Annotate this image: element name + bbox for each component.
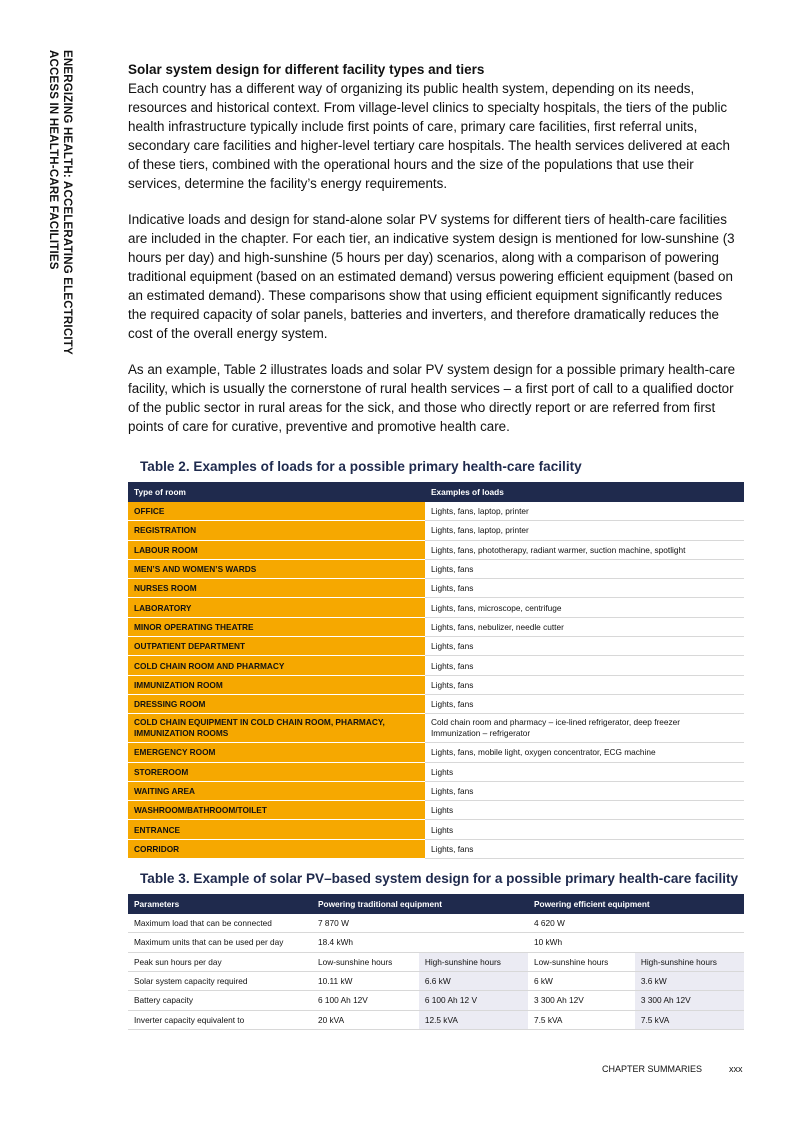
value-cell: 7.5 kVA [635,1010,744,1029]
loads-text: Lights, fans [431,641,474,652]
loads-text: Lights, fans, mobile light, oxygen concentrator, ECG machine [431,747,656,758]
loads-text: Lights, fans [431,786,474,796]
room-type-cell: COLD CHAIN EQUIPMENT IN COLD CHAIN ROOM, PHARMACY, IMMUNIZATION ROOMS [128,714,425,743]
value-cell: 3 300 Ah 12V [528,991,635,1010]
loads-cell [425,839,744,858]
loads-cell [425,656,744,675]
table-row [128,521,744,540]
loads-cell [425,801,744,820]
table-row [128,801,744,820]
value-cell: 7 870 W [312,914,528,933]
room-type-cell: LABORATORY [128,598,425,617]
loads-text: Lights, fans, nebulizer, needle cutter [431,621,564,632]
table-header: Examples of loads [425,482,744,502]
room-type-cell: EMERGENCY ROOM [128,743,425,762]
room-type-cell: MEN’S AND WOMEN’S WARDS [128,559,425,578]
table-row [128,617,744,636]
loads-cell [425,617,744,636]
value-cell: 3 300 Ah 12V [635,991,744,1010]
footer-chapter-label: CHAPTER SUMMARIES [602,1064,703,1074]
footer-page-number: xxx [729,1064,743,1074]
value-cell: 10 kWh [528,933,744,952]
loads-text: Lights, fans, laptop, printer [431,525,529,536]
room-type-cell: WAITING AREA [128,781,425,800]
loads-text: Lights [431,805,454,816]
table-row [128,971,744,990]
loads-cell [425,540,744,559]
table-row [128,1010,744,1029]
room-type-cell: OUTPATIENT DEPARTMENT [128,637,425,656]
loads-text: Lights, fans [431,660,474,671]
loads-text: Lights, fans, phototherapy, radiant warmer, suction machine, spotlight [431,544,686,555]
loads-cell [425,637,744,656]
room-type-cell: ENTRANCE [128,820,425,839]
room-type-cell: MINOR OPERATING THEATRE [128,617,425,636]
table-row [128,991,744,1010]
table-row [128,952,744,971]
room-type-cell: DRESSING ROOM [128,694,425,713]
loads-cell [425,675,744,694]
table-header: Powering efficient equipment [528,894,744,914]
table-row [128,839,744,858]
room-type-cell: CORRIDOR [128,839,425,858]
parameter-cell: Solar system capacity required [128,971,312,990]
room-type-cell: COLD CHAIN ROOM AND PHARMACY [128,656,425,675]
loads-text: Lights, fans [431,564,474,575]
loads-cell [425,502,744,521]
table-row [128,675,744,694]
table-row [128,743,744,762]
table-row [128,598,744,617]
parameter-cell: Maximum load that can be connected [128,914,312,933]
value-cell: 4 620 W [528,914,744,933]
value-cell: High-sunshine hours [419,952,528,971]
value-cell: 20 kVA [312,1010,419,1029]
table-row [128,656,744,675]
value-cell: 7.5 kVA [528,1010,635,1029]
loads-text: Lights, fans [431,679,474,690]
table-header: Parameters [128,894,312,914]
loads-text: Lights, fans [431,699,474,710]
loads-cell [425,598,744,617]
section-heading: Solar system design for different facility types and tiers [128,62,485,77]
table-row [128,694,744,713]
loads-cell [425,762,744,781]
paragraph-1: Each country has a different way of organizing its public health system, depending on its needs, resources and historical context. From village-level clinics to specialty hospitals, the tiers of the public health infrastructure typically include first points of care, primary care facilities, first referral units, secondary care facilities and higher-level tertiary care hospitals. The health services delivered at each of these tiers, combined with the operational hours and the size of the populations that use their services, determine the facility’s energy requirements. [128,81,730,191]
loads-cell [425,743,744,762]
room-type-cell: OFFICE [128,502,425,521]
parameter-cell: Inverter capacity equivalent to [128,1010,312,1029]
table-row [128,762,744,781]
loads-text: Lights, fans [431,583,474,594]
parameter-cell: Battery capacity [128,991,312,1010]
table-row [128,914,744,933]
loads-text: Lights, fans [431,843,474,854]
room-type-cell: REGISTRATION [128,521,425,540]
room-type-cell: LABOUR ROOM [128,540,425,559]
table-row [128,540,744,559]
loads-cell [425,714,744,743]
running-title-line-1: ENERGIZING HEALTH: ACCELERATING ELECTRICITY [61,50,73,355]
table-3-caption: Table 3. Example of solar PV–based system design for a possible primary health-care facility [140,871,739,887]
value-cell: 6.6 kW [419,971,528,990]
value-cell: 3.6 kW [635,971,744,990]
loads-cell [425,694,744,713]
value-cell: 6 100 Ah 12 V [419,991,528,1010]
room-type-cell: IMMUNIZATION ROOM [128,675,425,694]
parameter-cell: Peak sun hours per day [128,952,312,971]
table-row [128,559,744,578]
value-cell: 10.11 kW [312,971,419,990]
value-cell: 18.4 kWh [312,933,528,952]
main-content [128,60,744,1030]
loads-cell [425,521,744,540]
loads-cell [425,820,744,839]
paragraph-2: Indicative loads and design for stand-alone solar PV systems for different tiers of health-care facilities are included in the chapter. For each tier, an indicative system design is mentioned for low-sunshine (3 hours per day) and high-sunshine (5 hours per day) scenarios, along with a comparison of powering traditional equipment (based on an estimated demand) versus powering efficient equipment (based on an estimated demand). These comparisons show that using efficient equipment significantly reduces the required capacity of solar panels, batteries and inverters, and therefore dramatically reduces the cost of the overall energy system. [128,212,735,341]
running-title-line-2: ACCESS IN HEALTH-CARE FACILITIES [47,50,59,270]
table-3 [128,894,744,1030]
table-row [128,933,744,952]
value-cell: 6 100 Ah 12V [312,991,419,1010]
loads-cell [425,781,744,800]
value-cell: Low-sunshine hours [528,952,635,971]
table-row [128,502,744,521]
table-row [128,637,744,656]
loads-text: Lights, fans, laptop, printer [431,506,529,517]
table-2-caption: Table 2. Examples of loads for a possible primary health-care facility [140,459,582,474]
table-2 [128,482,744,859]
loads-text: Lights [431,824,454,835]
value-cell: 6 kW [528,971,635,990]
room-type-cell: STOREROOM [128,762,425,781]
loads-cell [425,579,744,598]
loads-text: Cold chain room and pharmacy – ice-lined refrigerator, deep freezer [431,717,681,728]
loads-text: Immunization – refrigerator [431,728,531,739]
value-cell: 12.5 kVA [419,1010,528,1029]
room-type-cell: WASHROOM/BATHROOM/TOILET [128,801,425,820]
loads-cell [425,559,744,578]
value-cell: Low-sunshine hours [312,952,419,971]
table-row [128,781,744,800]
room-type-cell: NURSES ROOM [128,579,425,598]
parameter-cell: Maximum units that can be used per day [128,933,312,952]
table-row [128,579,744,598]
paragraph-3: As an example, Table 2 illustrates loads and solar PV system design for a possible primary health-care facility, which is usually the cornerstone of rural health services – a first port of call to a qualified doctor of the public sector in rural areas for the sick, and those who directly report or are referred from first points of care for curative, preventive and promotive health care. [128,362,736,434]
table-header: Powering traditional equipment [312,894,528,914]
table-header: Type of room [128,482,425,502]
table-row [128,820,744,839]
table-row [128,714,744,743]
loads-text: Lights, fans, microscope, centrifuge [431,602,562,613]
value-cell: High-sunshine hours [635,952,744,971]
loads-text: Lights [431,766,454,777]
running-title [47,50,87,650]
